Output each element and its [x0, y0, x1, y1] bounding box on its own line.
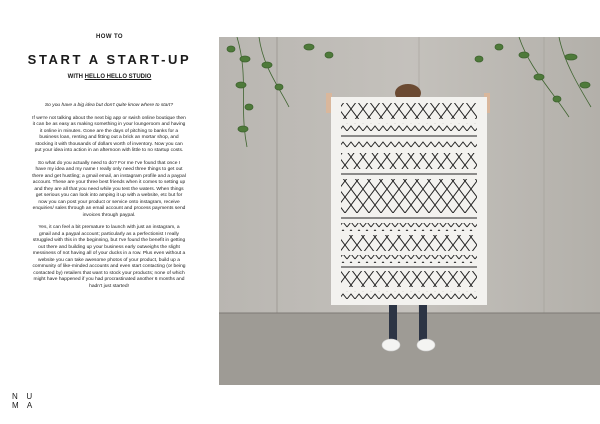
- article-intro: So you have a big idea but don't quite know where to start?: [44, 103, 174, 108]
- logo-line-2: M A: [12, 401, 36, 410]
- floor: [219, 313, 600, 385]
- logo-line-1: N U: [12, 392, 36, 401]
- article-body: [32, 103, 186, 296]
- article-paragraph-2: So what do you actually need to do? For me I've found that once I have my idea and my name I really only need three things to get out there and get hustling; a gmail email, an instagram profile and a paypal account. These are your three best friends when it comes to setting up and they are all that you need while you test the waters. When things get serious you can look into amping it up with a website, etc but for now you can post your product or service onto instagram, receive enquiries/ sales through an email account and process payments send invoices through paypal.: [32, 160, 186, 218]
- article-paragraph-3: Yes, it can feel a bit premature to launch with just an instagram, a gmail and a paypal account; particularly as a perfectionist I really struggled with this in the beginning, but I've found the benefit in getting out there and building up your business early outweighs the slight messiness of not having all of your ducks in a row. Plus even without a website you can take awesome photos of your product, build up a community of like-minded accounts and even start contacting (or being contacted by) retailers that want to stock your products; none of which might have happened if you had procrastinated another 6 months and hadn't just started!: [32, 225, 186, 289]
- article-title: START A START-UP: [27, 52, 192, 67]
- article-column: [0, 0, 219, 424]
- article-paragraph-1: If we're not talking about the next big app or swish online boutique then it can be as easy as making something in your loungeroom and having it online in minutes. Gone are the days of pitching to banks for a business loan, renting and fitting out a brick an mortar shop, and stocking it with thousands of dollars worth of inventory. Now you can put your idea into action in an afternoon with little to no startup costs.: [32, 115, 186, 154]
- byline-prefix: WITH: [67, 74, 83, 80]
- studio-link[interactable]: HELLO HELLO STUDIO: [84, 74, 152, 80]
- feature-photo: [219, 37, 600, 385]
- patterned-print: [331, 97, 487, 305]
- article-kicker: HOW TO: [96, 34, 123, 40]
- brand-logo: [12, 392, 35, 410]
- article-byline: [0, 74, 219, 80]
- photo-illustration: [219, 37, 600, 385]
